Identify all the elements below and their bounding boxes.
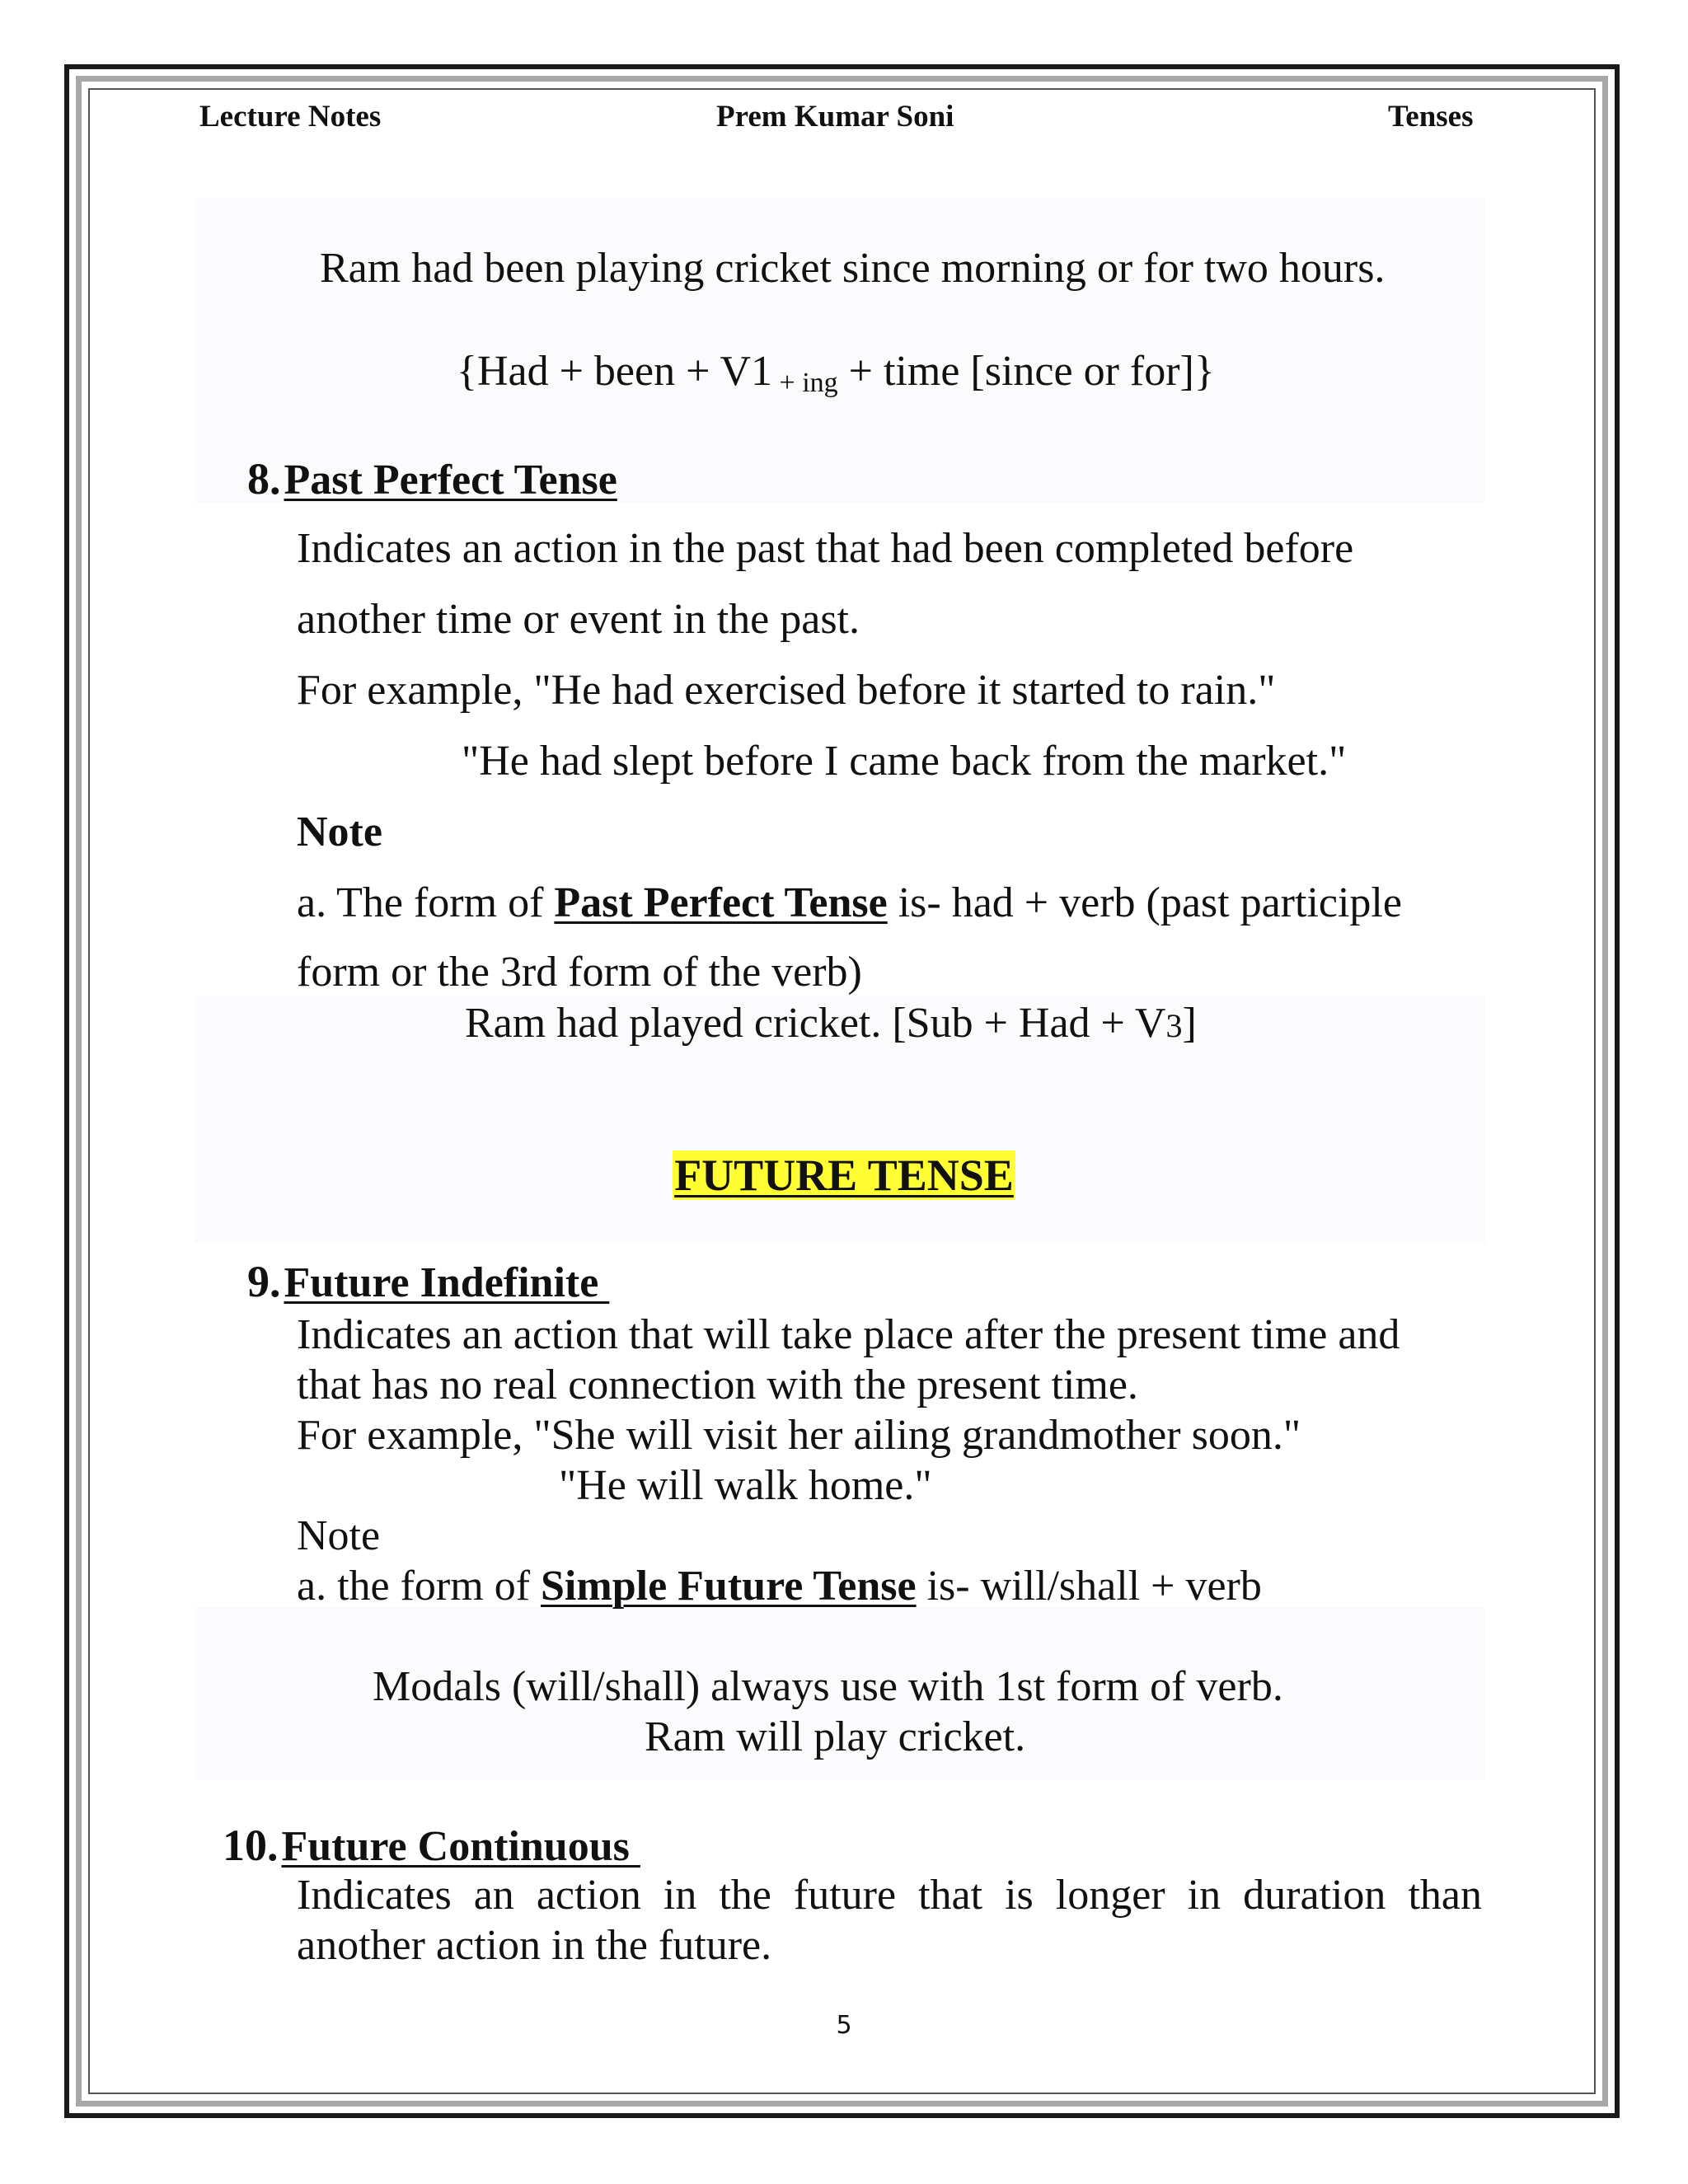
section-8-note-term: Past Perfect Tense [554,879,888,926]
section-9-note-label: Note [297,1512,381,1559]
section-10-word: in [663,1872,697,1919]
section-10-heading [223,1820,640,1871]
section-10-word: in [1187,1872,1221,1919]
section-9-modal-example: Ram will play cricket. [645,1713,1026,1760]
header-left: Lecture Notes [199,100,382,134]
section-8-note-label: Note [297,808,382,855]
section-8-desc-line1: Indicates an action in the past that had been completed before [297,525,1354,572]
section-9-heading [247,1256,609,1307]
top-formula-main: {Had + been + V1 [457,348,773,395]
section-8-heading [247,453,617,504]
section-10-word: future [793,1872,897,1919]
section-8-formula-main: Ram had played cricket. [Sub + Had + V [465,1000,1166,1047]
section-10-word: an [473,1872,514,1919]
section-8-formula-end: ] [1182,1000,1197,1047]
section-8-formula [465,1002,1197,1045]
future-tense-title: FUTURE TENSE [674,1151,1014,1200]
section-10-number: 10. [223,1821,279,1870]
page-number: 5 [836,2011,852,2040]
section-10-word: than [1408,1872,1482,1919]
section-8-desc-line2: another time or event in the past. [297,596,860,643]
section-9-example-line1: For example, "She will visit her ailing grandmother soon." [297,1412,1301,1459]
section-10-word: is [1005,1872,1034,1919]
section-10-title: Future Continuous [281,1823,640,1870]
section-8-example-line1: For example, "He had exercised before it started to rain." [297,667,1276,714]
section-9-title: Future Indefinite [284,1259,610,1306]
section-9-number: 9. [247,1257,281,1306]
section-10-word: that [918,1872,983,1919]
section-9-note-term: Simple Future Tense [541,1563,917,1610]
section-9-note-suffix: is- will/shall + verb [916,1563,1262,1610]
top-formula-subscript: + ing [772,368,838,398]
section-9-note-prefix: a. the form of [297,1563,542,1610]
section-8-note-line1 [297,879,1402,926]
section-9-modal-line: Modals (will/shall) always use with 1st form of verb. [373,1663,1283,1710]
section-9-note-line [297,1565,1262,1608]
header-center: Prem Kumar Soni [716,100,954,134]
header-right: Tenses [1388,100,1474,134]
section-10-word: Indicates [297,1872,452,1919]
future-tense-title-row [0,1150,1688,1201]
section-10-word: action [536,1872,641,1919]
section-10-desc-line1 [297,1874,1482,1917]
section-8-formula-digit: 3 [1165,1007,1183,1044]
section-9-example-line2: "He will walk home." [559,1462,932,1509]
section-8-title: Past Perfect Tense [284,457,617,504]
section-10-word: duration [1243,1872,1386,1919]
section-10-desc-line2: another action in the future. [297,1922,772,1969]
section-9-desc-line2: that has no real connection with the present time. [297,1361,1138,1408]
section-10-word: longer [1055,1872,1165,1919]
top-formula [457,350,1215,397]
top-example: Ram had been playing cricket since morning or for two hours. [320,245,1386,292]
section-8-example-line2: "He had slept before I came back from the market." [462,738,1347,785]
section-9-desc-line1: Indicates an action that will take place after the present time and [297,1311,1400,1358]
section-8-number: 8. [247,454,281,504]
section-8-note-prefix: a. The form of [297,879,555,926]
section-8-note-line2: form or the 3rd form of the verb) [297,949,862,996]
section-8-note-suffix: is- had + verb (past participle [887,879,1402,926]
section-10-word: the [719,1872,771,1919]
top-formula-end: + time [since or for]} [837,348,1215,395]
